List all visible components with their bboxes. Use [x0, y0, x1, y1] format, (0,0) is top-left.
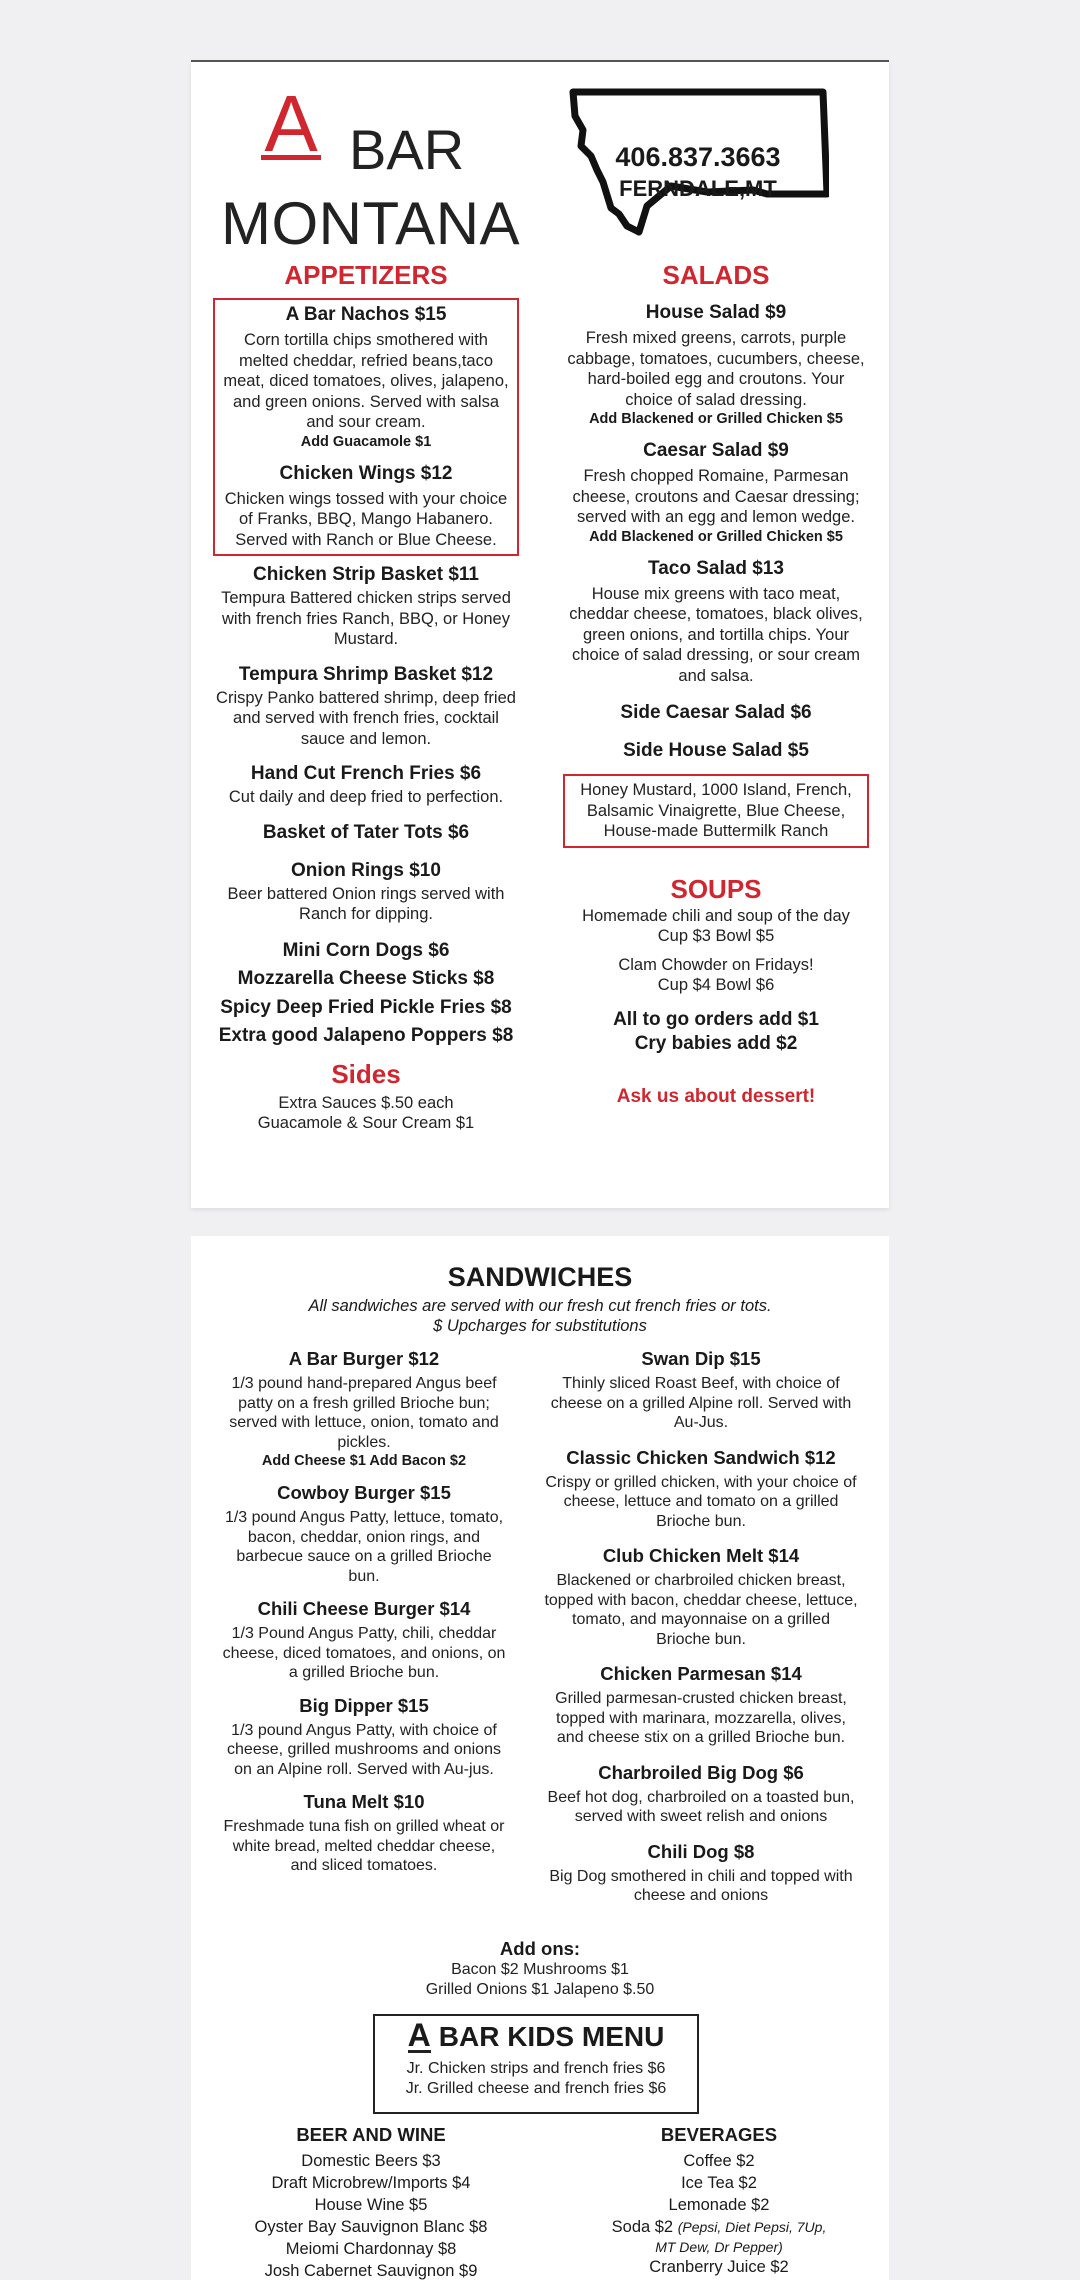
soups-heading: SOUPS — [670, 873, 762, 904]
menu-item — [213, 664, 519, 750]
sandwich-title: Charbroiled Big Dog $6 — [598, 1761, 804, 1783]
addons-line: Bacon $2 Mushrooms $1 — [451, 1961, 629, 1978]
dessert-note: Ask us about dessert! — [616, 1085, 816, 1107]
sandwich-title: Big Dipper $15 — [299, 1694, 429, 1716]
sandwiches-heading: SANDWICHES — [447, 1262, 633, 1292]
montana-outline-icon — [567, 86, 829, 236]
sandwich-description: 1/3 pound Angus Patty, lettuce, tomato, bacon, cheddar, onion rings, and barbecue sauce on a grilled Brioche bun. — [224, 1509, 504, 1585]
soup-line: Homemade chili and soup of the day — [582, 906, 850, 925]
salads-column — [563, 260, 869, 1108]
sandwiches-left-column — [221, 1348, 507, 1876]
sandwiches-right-column — [543, 1348, 859, 1906]
beer-wine-item: Oyster Bay Sauvignon Blanc $8 — [254, 2218, 488, 2236]
extra-item: Mini Corn Dogs $6 — [282, 939, 450, 961]
beer-wine-column — [211, 2124, 531, 2280]
menu-item — [543, 1545, 859, 1649]
fries-title: Hand Cut French Fries $6 — [250, 763, 482, 784]
menu-item — [213, 860, 519, 925]
city-label: FERNDALE,MT — [619, 176, 777, 201]
kids-item: Jr. Grilled cheese and french fries $6 — [405, 2079, 667, 2097]
wings-title: Chicken Wings $12 — [279, 462, 453, 484]
house-salad-addon: Add Blackened or Grilled Chicken $5 — [589, 411, 843, 427]
sandwich-title: Cowboy Burger $15 — [277, 1482, 451, 1503]
sandwiches-note — [191, 1296, 889, 1336]
sandwich-description: 1/3 pound hand-prepared Angus beef patty on a fresh grilled Brioche bun; served with lettuce, onion, tomato and pickles. — [229, 1375, 499, 1451]
taco-salad-description: House mix greens with taco meat, cheddar cheese, tomatoes, black olives, green onions, and tortilla chips. Your choice of salad dressing, or sour cream and salsa. — [569, 584, 863, 685]
sandwich-description: Big Dog smothered in chili and topped with cheese and onions — [549, 1867, 853, 1904]
menu-item — [221, 1348, 507, 1470]
dressings-box: Honey Mustard, 1000 Island, French, Balsamic Vinaigrette, Blue Cheese, House-made Buttermilk Ranch — [563, 774, 869, 848]
sandwich-title: Classic Chicken Sandwich $12 — [566, 1446, 836, 1468]
kids-menu-title: BAR KIDS MENU — [438, 2021, 665, 2052]
menu-item — [221, 1598, 507, 1683]
sandwich-title: A Bar Burger $12 — [288, 1348, 440, 1369]
sandwich-title: Club Chicken Melt $14 — [602, 1545, 800, 1566]
beverages-heading: BEVERAGES — [660, 2124, 778, 2145]
extra-item: Extra good Jalapeno Poppers $8 — [218, 1025, 514, 1046]
sandwich-description: Crispy or grilled chicken, with your choice of cheese, lettuce and tomato on a grilled Brioche bun. — [545, 1473, 857, 1530]
menu-item — [221, 1791, 507, 1876]
sandwich-title: Tuna Melt $10 — [303, 1791, 425, 1812]
menu-item — [213, 763, 519, 808]
shrimp-title: Tempura Shrimp Basket $12 — [238, 663, 494, 685]
nachos-title: A Bar Nachos $15 — [285, 304, 447, 325]
addons-title: Add ons: — [499, 1938, 581, 1959]
soup-line: Cup $3 Bowl $5 — [657, 927, 775, 945]
featured-appetizers-box — [213, 298, 519, 556]
addons-section — [191, 1938, 889, 1999]
kids-logo-letter: A — [407, 2017, 431, 2053]
menu-item — [543, 1841, 859, 1906]
extra-item: Mozzarella Cheese Sticks $8 — [237, 968, 495, 989]
soda-note: MT Dew, Dr Pepper) — [655, 2239, 783, 2255]
soda-note: (Pepsi, Diet Pepsi, 7Up, — [677, 2219, 827, 2235]
sandwich-description: Beef hot dog, charbroiled on a toasted bun, served with sweet relish and onions — [547, 1788, 855, 1825]
beverage-item: Ice Tea $2 — [681, 2174, 757, 2192]
menu-item — [563, 740, 869, 762]
menu-item — [543, 1447, 859, 1532]
beverage-item: Lemonade $2 — [668, 2196, 770, 2214]
extra-item: Spicy Deep Fried Pickle Fries $8 — [220, 996, 512, 1018]
menu-page-1 — [191, 60, 889, 1208]
kids-item: Jr. Chicken strips and french fries $6 — [406, 2060, 666, 2077]
beverage-item: Coffee $2 — [683, 2152, 755, 2170]
menu-item — [563, 440, 869, 546]
sandwich-title: Chicken Parmesan $14 — [600, 1663, 802, 1684]
menu-item — [221, 1695, 507, 1780]
beverage-item-soda — [561, 2216, 877, 2238]
menu-item — [221, 1482, 507, 1586]
house-salad-title: House Salad $9 — [645, 302, 787, 323]
tots-title: Basket of Tater Tots $6 — [262, 821, 470, 843]
beverage-item: Cranberry Juice $2 — [649, 2258, 789, 2276]
sandwich-description: 1/3 Pound Angus Patty, chili, cheddar cheese, diced tomatoes, and onions, on a grilled Brioche bun. — [222, 1625, 506, 1681]
beverages-column — [561, 2124, 877, 2278]
sandwich-description: 1/3 pound Angus Patty, with choice of cheese, grilled mushrooms and onions on an Alpine roll. Served with Au-jus. — [227, 1721, 501, 1778]
rings-title: Onion Rings $10 — [291, 859, 441, 881]
phone-number: 406.837.3663 — [615, 142, 781, 172]
kids-menu-header — [375, 2017, 697, 2053]
sides-line: Guacamole & Sour Cream $1 — [257, 1114, 475, 1132]
strip-title: Chicken Strip Basket $11 — [253, 564, 479, 585]
beer-wine-item: Draft Microbrew/Imports $4 — [271, 2174, 471, 2192]
togo-note: All to go orders add $1 — [613, 1008, 819, 1030]
menu-item — [543, 1663, 859, 1748]
sandwich-title: Chili Dog $8 — [647, 1840, 755, 1862]
taco-salad-title: Taco Salad $13 — [648, 557, 784, 579]
caesar-salad-addon: Add Blackened or Grilled Chicken $5 — [589, 528, 843, 545]
wings-description: Chicken wings tossed with your choice of Franks, BBQ, Mango Habanero. Served with Ranch or Blue Cheese. — [224, 489, 508, 549]
logo-letter: A — [261, 84, 321, 160]
caesar-salad-description: Fresh chopped Romaine, Parmesan cheese, croutons and Caesar dressing; served with an egg and lemon wedge. — [572, 467, 860, 526]
sandwiches-note-line: All sandwiches are served with our fresh cut french fries or tots. — [308, 1297, 772, 1315]
caesar-salad-title: Caesar Salad $9 — [643, 440, 789, 461]
appetizers-column — [213, 260, 519, 1134]
fries-description: Cut daily and deep fried to perfection. — [228, 788, 504, 806]
menu-item — [543, 1762, 859, 1827]
sandwich-description: Thinly sliced Roast Beef, with choice of cheese on a grilled Alpine roll. Served with Au-Jus. — [550, 1375, 852, 1431]
addons-line: Grilled Onions $1 Jalapeno $.50 — [425, 1980, 655, 1998]
beer-wine-item: Domestic Beers $3 — [301, 2152, 441, 2170]
beer-wine-heading: BEER AND WINE — [296, 2124, 446, 2145]
sides-heading: Sides — [331, 1058, 401, 1089]
nachos-description: Corn tortilla chips smothered with melted cheddar, refried beans,taco meat, diced tomatoes, olives, jalapeno, and green onions. Served with salsa and sour cream. — [223, 331, 509, 431]
appetizers-heading: APPETIZERS — [284, 260, 448, 290]
soup-line: Clam Chowder on Fridays! — [618, 955, 814, 974]
house-salad-description: Fresh mixed greens, carrots, purple cabbage, tomatoes, cucumbers, cheese, hard-boiled egg and croutons. Your choice of salad dressing. — [567, 329, 865, 409]
nachos-addon: Add Guacamole $1 — [300, 433, 432, 450]
menu-item — [563, 302, 869, 428]
strip-description: Tempura Battered chicken strips served with french fries Ranch, BBQ, or Honey Mustard. — [221, 589, 511, 648]
sandwich-title: Chili Cheese Burger $14 — [257, 1598, 471, 1619]
sandwich-description: Freshmade tuna fish on grilled wheat or white bread, melted cheddar cheese, and sliced tomatoes. — [223, 1818, 505, 1874]
logo-bar: BAR — [349, 118, 465, 181]
kids-menu-box — [373, 2014, 699, 2114]
rings-description: Beer battered Onion rings served with Ranch for dipping. — [227, 884, 505, 923]
sandwich-description: Blackened or charbroiled chicken breast, topped with bacon, cheddar cheese, lettuce, tomato, and mayonnaise on a grilled Brioche bun. — [544, 1572, 858, 1648]
sandwich-addon: Add Cheese $1 Add Bacon $2 — [261, 1453, 467, 1469]
sandwich-description: Grilled parmesan-crusted chicken breast, topped with marinara, mozzarella, olives, and cheese stix on a grilled Brioche bun. — [555, 1690, 847, 1746]
menu-item — [213, 822, 519, 844]
beer-wine-item: Josh Cabernet Sauvignon $9 — [264, 2262, 478, 2280]
menu-item — [563, 558, 869, 687]
sandwich-title: Swan Dip $15 — [641, 1348, 761, 1369]
side-caesar-title: Side Caesar Salad $6 — [620, 702, 812, 723]
beer-wine-item: House Wine $5 — [314, 2196, 428, 2214]
menu-item — [563, 702, 869, 724]
soup-line: Cup $4 Bowl $6 — [657, 976, 775, 994]
menu-item — [543, 1348, 859, 1433]
soda-label: Soda $2 — [611, 2218, 674, 2236]
menu-item — [213, 564, 519, 650]
salads-heading: SALADS — [662, 260, 770, 290]
logo-montana: MONTANA — [221, 190, 521, 257]
side-house-title: Side House Salad $5 — [623, 740, 809, 761]
cry-babies-note: Cry babies add $2 — [634, 1032, 798, 1054]
menu-page-2 — [191, 1236, 889, 2280]
sandwiches-note-line: $ Upcharges for substitutions — [433, 1317, 647, 1335]
beer-wine-item: Meiomi Chardonnay $8 — [285, 2240, 457, 2258]
sides-line: Extra Sauces $.50 each — [278, 1093, 454, 1112]
extra-appetizers — [213, 937, 519, 1051]
shrimp-description: Crispy Panko battered shrimp, deep fried and served with french fries, cocktail sauce and lemon. — [216, 688, 516, 748]
